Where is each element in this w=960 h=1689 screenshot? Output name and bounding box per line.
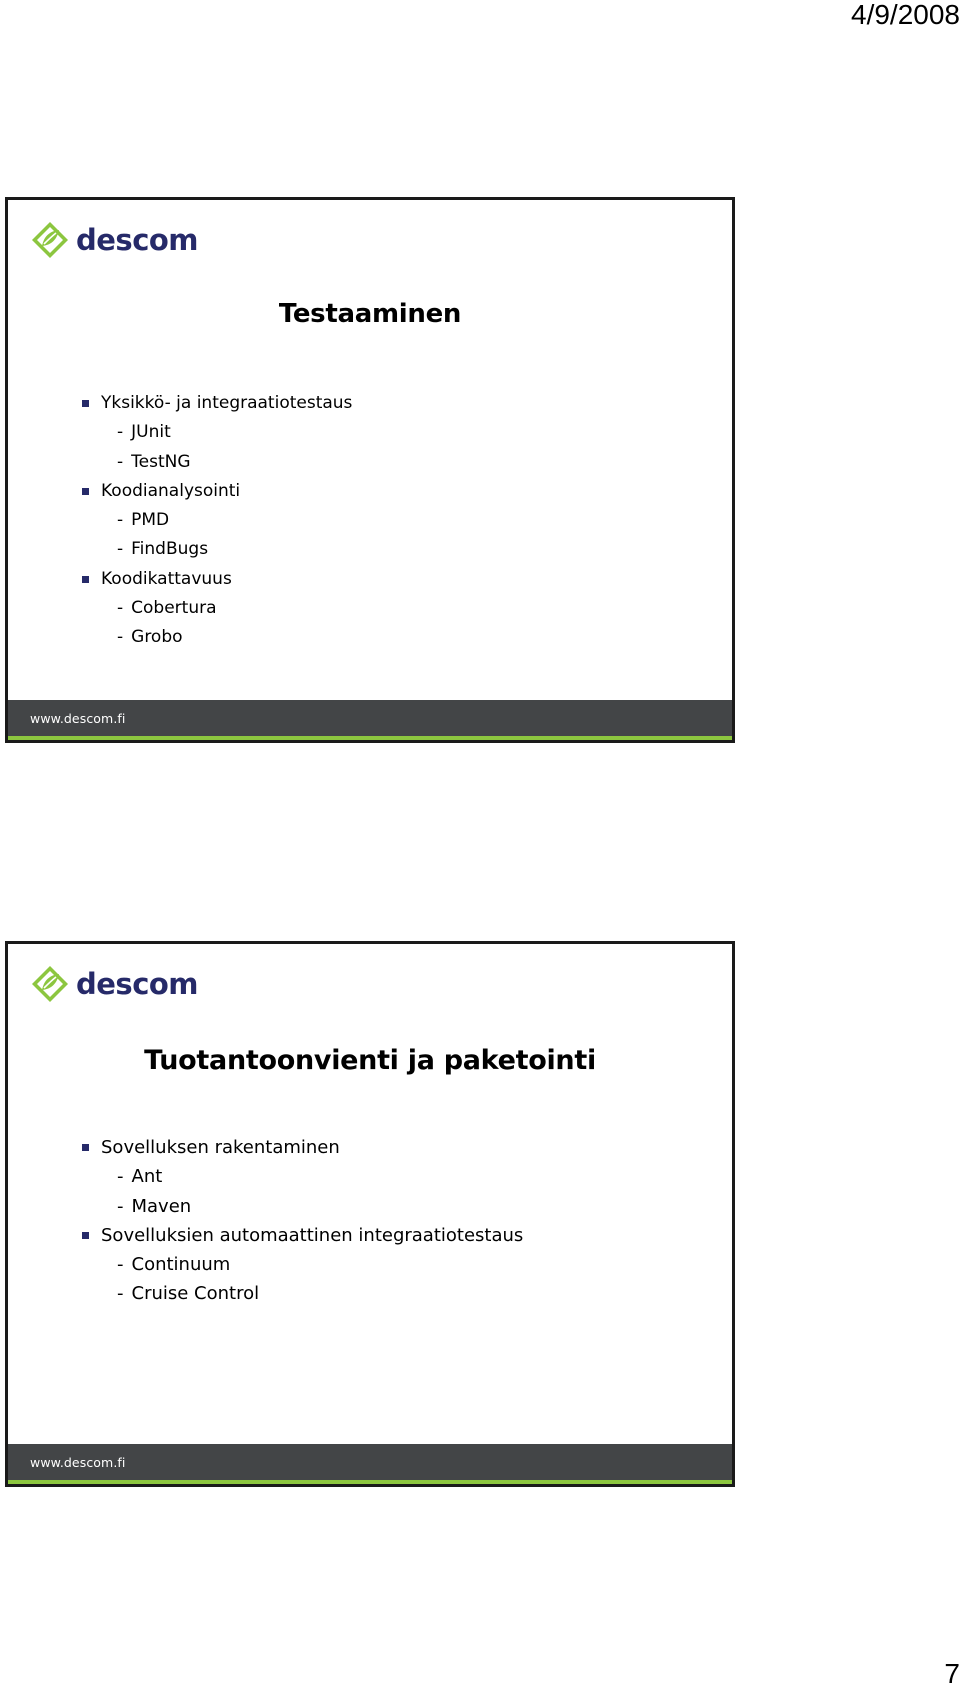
sub-item: - Continuum xyxy=(117,1254,231,1276)
sub-item-label: FindBugs xyxy=(131,539,209,560)
footer-green-stripe xyxy=(8,736,732,740)
sub-item: - Maven xyxy=(117,1195,192,1217)
bullet-list xyxy=(82,1133,523,1309)
bullet-label: Sovelluksen rakentaminen xyxy=(101,1137,340,1158)
sub-list xyxy=(101,1162,523,1221)
sub-item: - Ant xyxy=(117,1166,163,1188)
footer-url: www.descom.fi xyxy=(30,1455,126,1470)
descom-leaf-icon xyxy=(30,220,70,260)
square-bullet-icon xyxy=(82,400,89,407)
sub-item-label: Cobertura xyxy=(131,598,217,619)
sub-item-label: Grobo xyxy=(131,627,183,648)
bullet-list xyxy=(82,389,352,653)
sub-item: - Cruise Control xyxy=(117,1283,260,1305)
bullet-label: Sovelluksien automaattinen integraatiotestaus xyxy=(101,1224,524,1246)
descom-logo xyxy=(30,962,198,1006)
square-bullet-icon xyxy=(82,1144,89,1151)
footer-url: www.descom.fi xyxy=(30,711,126,726)
sub-list xyxy=(101,1250,523,1309)
descom-leaf-icon xyxy=(30,964,70,1004)
sub-item: - PMD xyxy=(117,510,170,531)
slide-testaaminen xyxy=(5,197,735,743)
bullet-item xyxy=(82,477,352,565)
sub-item-label: Maven xyxy=(131,1195,192,1217)
logo-wordmark: descom xyxy=(76,966,199,1001)
sub-item-label: PMD xyxy=(131,510,170,531)
sub-item: - JUnit xyxy=(117,422,171,443)
bullet-item xyxy=(82,565,352,653)
sub-list xyxy=(101,506,352,565)
sub-item-label: JUnit xyxy=(131,422,171,443)
page-date: 4/9/2008 xyxy=(851,0,960,30)
slide-footer xyxy=(8,1444,732,1484)
square-bullet-icon xyxy=(82,576,89,583)
bullet-item xyxy=(82,1221,523,1309)
slide-title: Tuotantoonvienti ja paketointi xyxy=(144,1045,596,1076)
sub-item-label: Continuum xyxy=(131,1254,231,1276)
descom-logo xyxy=(30,218,198,262)
square-bullet-icon xyxy=(82,488,89,495)
footer-green-stripe xyxy=(8,1480,732,1484)
bullet-label: Koodikattavuus xyxy=(101,568,232,589)
sub-item-label: TestNG xyxy=(131,451,191,472)
slide-title: Testaaminen xyxy=(278,299,462,329)
sub-item: - Cobertura xyxy=(117,598,217,619)
logo-wordmark: descom xyxy=(76,222,199,257)
square-bullet-icon xyxy=(82,1232,89,1239)
slide-tuotantoonvienti xyxy=(5,941,735,1487)
bullet-item xyxy=(82,389,352,477)
sub-list xyxy=(101,418,352,477)
bullet-label: Koodianalysointi xyxy=(101,480,241,501)
bullet-item xyxy=(82,1133,523,1221)
slide-footer xyxy=(8,700,732,740)
sub-item-label: Ant xyxy=(131,1166,163,1188)
sub-item: - Grobo xyxy=(117,627,183,648)
sub-item: - FindBugs xyxy=(117,539,209,560)
sub-list xyxy=(101,594,352,653)
sub-item-label: Cruise Control xyxy=(131,1283,260,1305)
bullet-label: Yksikkö- ja integraatiotestaus xyxy=(101,393,353,413)
page-number: 7 xyxy=(944,1658,960,1689)
sub-item: - TestNG xyxy=(117,451,191,472)
